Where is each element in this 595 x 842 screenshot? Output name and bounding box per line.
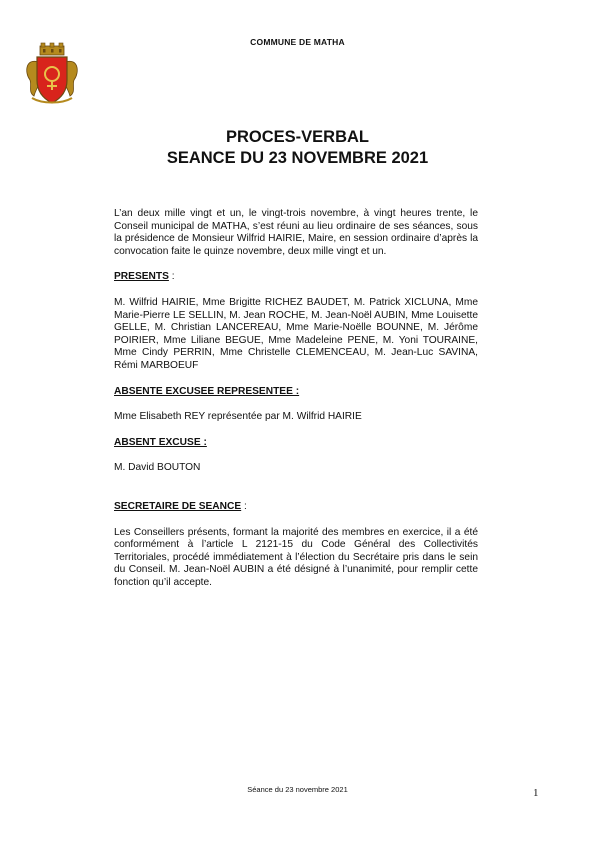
absent-text: M. David BOUTON (114, 462, 201, 474)
secretaire-heading-line (114, 501, 478, 514)
presents-list: M. Wilfrid HAIRIE, Mme Brigitte RICHEZ BAUDET, M. Patrick XICLUNA, Mme Marie-Pierre LE SELLIN, M. Jean ROCHE, M. Jean-Noël AUBIN, Mme Louisette GELLE, M. Christian LANCEREAU, Mme Marie-Noëlle BOUNNE, M. Jérôme POIRIER, Mme Liliane BEGUE, Mme Madeleine PENE, M. Yoni TOURAINE, Mme Cindy PERRIN, Mme Christelle CLEMENCEAU, M. Jean-Luc SAVINA, Rémi MARBOEUF (114, 296, 478, 371)
absente-text: Mme Elisabeth REY représentée par M. Wilfrid HAIRIE (114, 411, 362, 423)
title-line-2: SEANCE DU 23 NOVEMBRE 2021 (166, 149, 429, 167)
secretaire-heading: SECRETAIRE DE SEANCE (114, 500, 242, 512)
intro-paragraph: L’an deux mille vingt et un, le vingt-trois novembre, à vingt heures trente, le Conseil municipal de MATHA, s’est réuni au lieu ordinaire de ses séances, sous la présidence de Monsieur Wilfrid HAIRIE, Maire, en session ordinaire d’après la convocation faite le quinze novembre, deux mille vingt et un. (114, 208, 478, 257)
absente-heading-line (114, 386, 478, 399)
secretaire-heading-suffix: : (241, 500, 247, 512)
secretaire-text: Les Conseillers présents, formant la majorité des membres en exercice, il a été conformément à l’article L 2121-15 du Code Général des Collectivités Territoriales, procédé immédiatement à l’élection du Secrétaire pris dans le sein du Conseil. M. Jean-Noël AUBIN a été désigné à l’unanimité, pour remplir cette fonction qu’il accepte. (114, 526, 478, 588)
title-line-1: PROCES-VERBAL (225, 128, 369, 146)
document-title (0, 127, 595, 169)
absente-heading: ABSENTE EXCUSEE REPRESENTEE : (114, 385, 300, 397)
absent-heading-line (114, 437, 478, 450)
presents-heading-suffix: : (168, 271, 175, 283)
presents-heading-line (114, 271, 478, 284)
presents-heading: PRESENTS (114, 271, 169, 283)
page-number: 1 (533, 787, 539, 799)
commune-header: COMMUNE DE MATHA (250, 37, 345, 47)
municipal-coat-of-arms-icon (22, 42, 82, 106)
document-body (114, 208, 478, 589)
absent-heading: ABSENT EXCUSE : (114, 436, 207, 448)
page-footer: Séance du 23 novembre 2021 (247, 785, 348, 794)
